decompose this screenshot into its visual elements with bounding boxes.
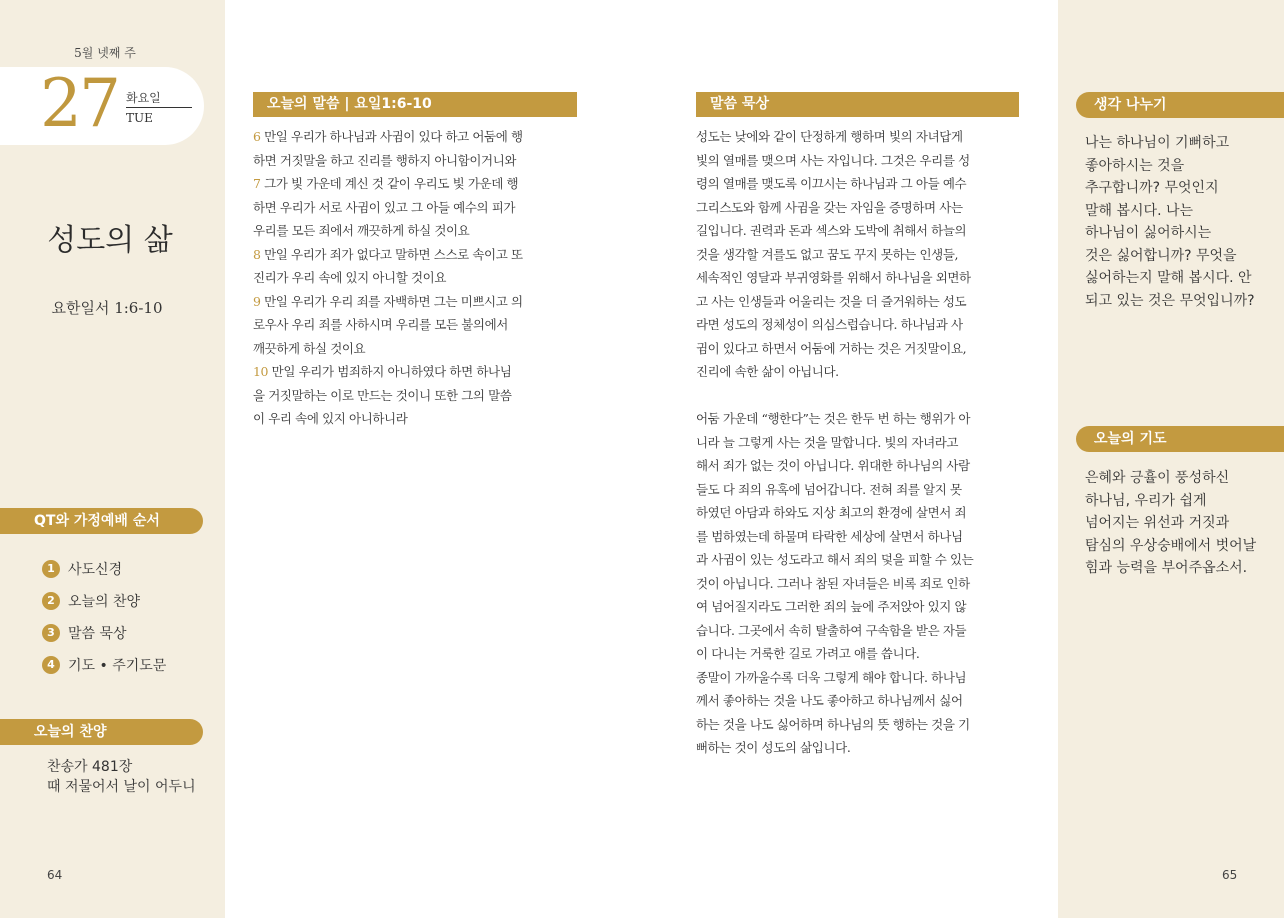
share-line: 되고 있는 것은 무엇입니까? <box>1085 292 1255 309</box>
verse-line <box>253 149 583 173</box>
verse-line <box>253 337 583 361</box>
page-number-left: 64 <box>47 868 63 882</box>
meditation-line: 것을 생각할 겨를도 없고 꿈도 꾸지 못하는 인생들, <box>696 246 959 262</box>
meditation-line: 령의 열매를 맺도록 이끄시는 하나님과 그 아들 예수 <box>696 176 967 191</box>
meditation-line: 길입니다. 권력과 돈과 섹스와 도박에 취해서 하늘의 <box>696 223 967 238</box>
order-number-badge: 3 <box>42 624 60 642</box>
meditation-line: 뻐하는 것이 성도의 삶입니다. <box>696 740 851 755</box>
share-text <box>1085 132 1270 312</box>
verse-line <box>253 360 583 384</box>
verse-number: 8 <box>253 246 261 262</box>
hymn-title: 때 저물어서 날이 어두니 <box>47 779 196 795</box>
meditation-line: 것이 아닙니다. 그러나 참된 자녀들은 비록 죄로 인하 <box>696 575 970 591</box>
meditation-line: 어둠 가운데 “행한다”는 것은 한두 번 하는 행위가 아 <box>696 411 971 426</box>
share-line: 나는 하나님이 기뻐하고 <box>1085 135 1230 151</box>
order-item-label: 오늘의 찬양 <box>68 594 141 610</box>
meditation-line: 여 넘어질지라도 그러한 죄의 늪에 주저앉아 있지 않 <box>696 599 967 614</box>
page-number-right: 65 <box>1222 868 1238 882</box>
share-line: 싫어하는지 말해 봅시다. 안 <box>1085 270 1252 286</box>
verse-line-text: 깨끗하게 하실 것이요 <box>253 340 366 356</box>
order-item <box>42 585 166 617</box>
verse-line <box>253 407 583 431</box>
verse-line <box>253 290 583 314</box>
order-item <box>42 649 166 681</box>
verse-line-text: 우리를 모든 죄에서 깨끗하게 하실 것이요 <box>253 223 470 238</box>
verse-line-text: 만일 우리가 하나님과 사귐이 있다 하고 어둠에 행 <box>260 129 523 144</box>
verse-number: 7 <box>253 176 261 191</box>
verse-line <box>253 219 583 243</box>
word-section-header: 오늘의 말씀 | 요일1:6-10 <box>253 92 577 117</box>
verse-line-text: 이 우리 속에 있지 아니하니라 <box>253 411 408 426</box>
order-item-label: 사도신경 <box>68 562 123 578</box>
meditation-line: 고 사는 인생들과 어울리는 것을 더 즐거워하는 성도 <box>696 293 967 309</box>
day-korean: 화요일 <box>126 91 161 105</box>
meditation-line: 성도는 낮에와 같이 단정하게 행하며 빛의 자녀답게 <box>696 129 963 144</box>
meditation-line: 들도 다 죄의 유혹에 넘어갑니다. 전혀 죄를 알지 못 <box>696 481 962 497</box>
share-line: 것은 싫어합니까? 무엇을 <box>1085 247 1237 264</box>
share-line: 말해 봅시다. 나는 <box>1085 202 1194 219</box>
meditation-line: 하였던 아담과 하와도 지상 최고의 환경에 살면서 죄 <box>696 505 967 520</box>
order-item-label: 말씀 묵상 <box>68 626 127 642</box>
prayer-line: 하나님, 우리가 쉽게 <box>1085 492 1207 509</box>
meditation-line: 이 다니는 거룩한 길로 가려고 애를 씁니다. <box>696 646 920 661</box>
prayer-section-header: 오늘의 기도 <box>1076 426 1284 452</box>
verse-number: 10 <box>253 364 269 379</box>
verse-line-text: 만일 우리가 죄가 없다고 말하면 스스로 속이고 또 <box>260 246 523 262</box>
meditation-line: 진리에 속한 삶이 아닙니다. <box>696 364 839 379</box>
verse-line-text: 만일 우리가 우리 죄를 자백하면 그는 미쁘시고 의 <box>260 293 523 309</box>
share-section-header: 생각 나누기 <box>1076 92 1284 118</box>
meditation-line: 습니다. 그곳에서 속히 탈출하여 구속함을 받은 자들 <box>696 622 967 638</box>
meditation-line: 빛의 열매를 맺으며 사는 자입니다. 그것은 우리를 성 <box>696 152 970 168</box>
meditation-line: 종말이 가까울수록 더욱 그렇게 해야 합니다. 하나님 <box>696 669 967 685</box>
verse-line-text: 진리가 우리 속에 있지 아니할 것이요 <box>253 270 446 285</box>
week-label: 5월 넷째 주 <box>74 46 136 60</box>
prayer-line: 탐심의 우상숭배에서 벗어날 <box>1085 537 1257 554</box>
order-number-badge: 1 <box>42 560 60 578</box>
meditation-line: 귐이 있다고 하면서 어둠에 거하는 것은 거짓말이요, <box>696 340 967 356</box>
verse-line <box>253 125 583 149</box>
meditation-text <box>696 125 1026 760</box>
verse-line <box>253 172 583 196</box>
page-title: 성도의 삶 <box>47 223 173 258</box>
share-line: 추구합니까? 무엇인지 <box>1085 180 1219 196</box>
verse-line <box>253 313 583 337</box>
date-number: 27 <box>40 65 118 142</box>
meditation-line: 세속적인 영달과 부귀영화를 위해서 하나님을 외면하 <box>696 270 971 285</box>
order-list <box>42 553 166 681</box>
meditation-line: 를 범하였는데 하물며 타락한 세상에 살면서 하나님 <box>696 528 963 544</box>
prayer-text <box>1085 467 1270 580</box>
verse-line-text: 을 거짓말하는 이로 만드는 것이니 또한 그의 말씀 <box>253 387 512 403</box>
prayer-line: 은혜와 긍휼이 풍성하신 <box>1085 470 1230 486</box>
date-divider <box>126 107 192 108</box>
verse-text <box>253 125 583 431</box>
paragraph-gap <box>696 384 1026 408</box>
meditation-line: 니라 늘 그렇게 사는 것을 말합니다. 빛의 자녀라고 <box>696 434 959 450</box>
order-number-badge: 4 <box>42 656 60 674</box>
hymn-number: 찬송가 481장 <box>47 759 133 775</box>
order-number-badge: 2 <box>42 592 60 610</box>
meditation-line: 께서 좋아하는 것을 나도 좋아하고 하나님께서 싫어 <box>696 693 963 708</box>
verse-line <box>253 384 583 408</box>
meditation-line: 라면 성도의 정체성이 의심스럽습니다. 하나님과 사 <box>696 317 963 332</box>
meditation-line: 그리스도와 함께 사귐을 갖는 자임을 증명하며 사는 <box>696 199 963 215</box>
order-item-label: 기도 • 주기도문 <box>68 658 167 674</box>
prayer-line: 힘과 능력을 부어주옵소서. <box>1085 560 1248 576</box>
scripture-reference: 요한일서 1:6-10 <box>51 299 163 317</box>
share-line: 좋아하시는 것을 <box>1085 157 1185 174</box>
verse-line-text: 하면 우리가 서로 사귐이 있고 그 아들 예수의 피가 <box>253 199 516 215</box>
day-english: TUE <box>126 111 153 125</box>
verse-line <box>253 196 583 220</box>
meditation-line: 해서 죄가 없는 것이 아닙니다. 위대한 하나님의 사람 <box>696 458 970 473</box>
order-item <box>42 617 166 649</box>
meditation-section-header: 말씀 묵상 <box>696 92 1019 117</box>
verse-number: 6 <box>253 129 261 144</box>
order-item <box>42 553 166 585</box>
hymn-section-header: 오늘의 찬양 <box>0 719 203 745</box>
hymn-info <box>47 757 196 797</box>
share-line: 하나님이 싫어하시는 <box>1085 225 1212 241</box>
meditation-line: 과 사귐이 있는 성도라고 해서 죄의 덫을 피할 수 있는 <box>696 552 974 567</box>
verse-line <box>253 243 583 267</box>
order-section-header: QT와 가정예배 순서 <box>0 508 203 534</box>
verse-line <box>253 266 583 290</box>
verse-line-text: 그가 빛 가운데 계신 것 같이 우리도 빛 가운데 행 <box>260 176 519 191</box>
verse-number: 9 <box>253 293 261 309</box>
meditation-line: 하는 것을 나도 싫어하며 하나님의 뜻 행하는 것을 기 <box>696 716 970 732</box>
verse-line-text: 하면 거짓말을 하고 진리를 행하지 아니함이거니와 <box>253 152 517 168</box>
verse-line-text: 만일 우리가 범죄하지 아니하였다 하면 하나님 <box>268 364 512 379</box>
prayer-line: 넘어지는 위선과 거짓과 <box>1085 515 1230 531</box>
verse-line-text: 로우사 우리 죄를 사하시며 우리를 모든 불의에서 <box>253 317 508 332</box>
